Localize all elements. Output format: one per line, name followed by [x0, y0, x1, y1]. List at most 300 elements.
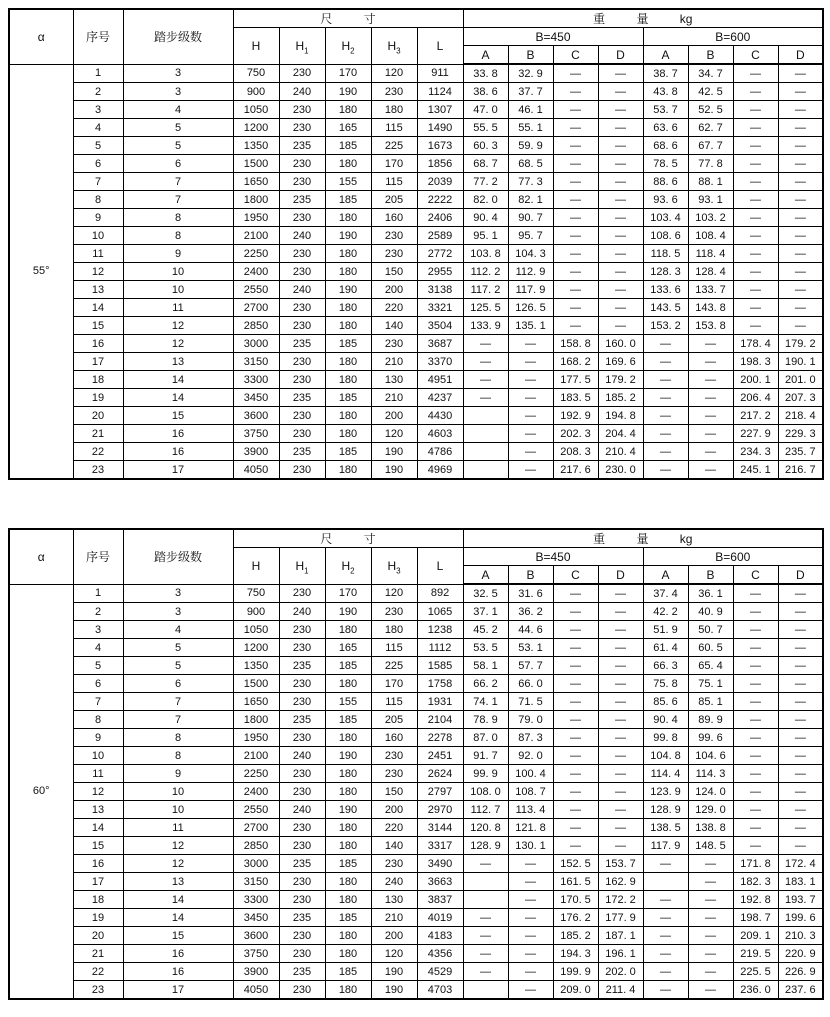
cell: 15 — [123, 927, 233, 945]
cell: — — [553, 729, 598, 747]
cell: 220. 9 — [778, 945, 823, 963]
cell: — — [778, 693, 823, 711]
cell: 185 — [325, 711, 371, 729]
cell: 199. 9 — [553, 963, 598, 981]
table-row — [9, 353, 823, 371]
cell: 3900 — [233, 443, 279, 461]
cell: — — [553, 603, 598, 621]
cell: 227. 9 — [733, 425, 778, 443]
cell: 180 — [325, 353, 371, 371]
cell: 230 — [371, 227, 417, 245]
cell: 22 — [73, 963, 123, 981]
cell: 75. 1 — [688, 675, 733, 693]
table-row — [9, 621, 823, 639]
cell: 180 — [325, 765, 371, 783]
cell: 129. 0 — [688, 801, 733, 819]
cell: 153. 2 — [643, 317, 688, 335]
cell: 1800 — [233, 191, 279, 209]
table-row — [9, 801, 823, 819]
cell: 4 — [73, 639, 123, 657]
cell: 190 — [325, 227, 371, 245]
header-b450-C: C — [553, 566, 598, 585]
cell: — — [733, 281, 778, 299]
cell: 130 — [371, 371, 417, 389]
cell: 133. 6 — [643, 281, 688, 299]
cell: 230 — [279, 425, 325, 443]
cell: 170 — [325, 584, 371, 603]
cell: 180 — [325, 425, 371, 443]
cell: 128. 3 — [643, 263, 688, 281]
header-b600-A: A — [643, 46, 688, 65]
cell: — — [733, 83, 778, 101]
table-row — [9, 891, 823, 909]
cell: 91. 7 — [463, 747, 508, 765]
cell: 10 — [123, 281, 233, 299]
cell — [463, 425, 508, 443]
cell: — — [733, 711, 778, 729]
cell: — — [778, 83, 823, 101]
cell: 52. 5 — [688, 101, 733, 119]
table-row — [9, 137, 823, 155]
cell: — — [733, 101, 778, 119]
cell: 192. 9 — [553, 407, 598, 425]
header-b450-A: A — [463, 566, 508, 585]
cell: 240 — [279, 83, 325, 101]
header-col-H1: $H_1$ — [279, 28, 325, 65]
header-col-H1: $H_1$ — [279, 548, 325, 585]
cell: 160 — [371, 209, 417, 227]
cell: 180 — [325, 317, 371, 335]
cell: — — [688, 389, 733, 407]
cell: 67. 7 — [688, 137, 733, 155]
cell: 31. 6 — [508, 584, 553, 603]
cell: 230 — [279, 819, 325, 837]
cell: 148. 5 — [688, 837, 733, 855]
cell: 225. 5 — [733, 963, 778, 981]
cell: 185. 2 — [553, 927, 598, 945]
cell: 230 — [371, 83, 417, 101]
cell: 190. 1 — [778, 353, 823, 371]
cell: — — [688, 855, 733, 873]
cell: 14 — [123, 891, 233, 909]
cell: 2700 — [233, 299, 279, 317]
cell: 133. 9 — [463, 317, 508, 335]
table-row — [9, 927, 823, 945]
cell: 160 — [371, 729, 417, 747]
cell: 143. 5 — [643, 299, 688, 317]
cell: — — [508, 389, 553, 407]
cell: 235 — [279, 335, 325, 353]
header-alpha: α — [9, 9, 73, 64]
cell: 1238 — [417, 621, 463, 639]
cell: 13 — [73, 281, 123, 299]
cell: — — [553, 801, 598, 819]
cell: — — [733, 64, 778, 83]
cell: 2797 — [417, 783, 463, 801]
cell: 230 — [279, 299, 325, 317]
cell: 14 — [73, 299, 123, 317]
cell: 235 — [279, 855, 325, 873]
cell: 6 — [123, 155, 233, 173]
cell: 240 — [279, 281, 325, 299]
cell: 77. 3 — [508, 173, 553, 191]
cell: 235 — [279, 443, 325, 461]
header-b600-D: D — [778, 566, 823, 585]
table-row — [9, 191, 823, 209]
cell: 5 — [123, 137, 233, 155]
cell: 66. 3 — [643, 657, 688, 675]
cell: — — [553, 245, 598, 263]
cell: 240 — [371, 873, 417, 891]
cell: 168. 2 — [553, 353, 598, 371]
cell: 17 — [123, 461, 233, 480]
cell: — — [598, 281, 643, 299]
cell: 87. 0 — [463, 729, 508, 747]
cell: — — [553, 83, 598, 101]
cell: 120 — [371, 425, 417, 443]
header-b600-B: B — [688, 46, 733, 65]
cell: 230 — [279, 119, 325, 137]
table-row — [9, 155, 823, 173]
cell: — — [733, 191, 778, 209]
cell — [463, 407, 508, 425]
cell: 230 — [279, 621, 325, 639]
table-row — [9, 837, 823, 855]
cell: 3 — [123, 64, 233, 83]
cell: 190 — [371, 981, 417, 1000]
cell: 112. 7 — [463, 801, 508, 819]
cell: 45. 2 — [463, 621, 508, 639]
cell: 14 — [123, 909, 233, 927]
alpha-value-55deg: 55° — [9, 64, 73, 479]
cell: — — [733, 245, 778, 263]
cell: 3504 — [417, 317, 463, 335]
cell: 23 — [73, 461, 123, 480]
cell: 17 — [73, 353, 123, 371]
cell: — — [553, 693, 598, 711]
cell: 180 — [325, 621, 371, 639]
table-row — [9, 119, 823, 137]
cell: — — [553, 263, 598, 281]
cell: 104. 8 — [643, 747, 688, 765]
cell: 7 — [73, 173, 123, 191]
cell: 1650 — [233, 173, 279, 191]
cell: — — [598, 711, 643, 729]
cell: 1200 — [233, 639, 279, 657]
cell: 20 — [73, 927, 123, 945]
cell: 3 — [73, 621, 123, 639]
header-b450-D: D — [598, 566, 643, 585]
cell: 108. 4 — [688, 227, 733, 245]
cell: 3 — [73, 101, 123, 119]
cell: — — [553, 191, 598, 209]
cell — [463, 461, 508, 480]
header-dimensions: 尺 寸 — [233, 529, 463, 548]
header-dimensions: 尺 寸 — [233, 9, 463, 28]
cell: 16 — [123, 963, 233, 981]
cell: — — [508, 353, 553, 371]
cell: 59. 9 — [508, 137, 553, 155]
cell: 1 — [73, 64, 123, 83]
cell: 99. 6 — [688, 729, 733, 747]
cell: 115 — [371, 119, 417, 137]
cell: 190 — [325, 281, 371, 299]
cell: 121. 8 — [508, 819, 553, 837]
cell: — — [688, 927, 733, 945]
cell: 155 — [325, 693, 371, 711]
cell: — — [643, 909, 688, 927]
cell: — — [508, 963, 553, 981]
cell: 43. 8 — [643, 83, 688, 101]
header-b450-A: A — [463, 46, 508, 65]
cell: 85. 1 — [688, 693, 733, 711]
header-row-groups — [9, 529, 823, 548]
cell: 7 — [73, 693, 123, 711]
cell: — — [733, 819, 778, 837]
cell: 124. 0 — [688, 783, 733, 801]
cell: — — [643, 371, 688, 389]
cell: 117. 9 — [643, 837, 688, 855]
cell: 178. 4 — [733, 335, 778, 353]
cell: 89. 9 — [688, 711, 733, 729]
cell: 108. 7 — [508, 783, 553, 801]
cell: 210 — [371, 389, 417, 407]
cell: — — [598, 657, 643, 675]
cell: 4050 — [233, 461, 279, 480]
cell: 88. 6 — [643, 173, 688, 191]
cell: — — [553, 639, 598, 657]
cell: 51. 9 — [643, 621, 688, 639]
cell: — — [553, 837, 598, 855]
cell: 66. 2 — [463, 675, 508, 693]
cell: 210 — [371, 353, 417, 371]
cell: — — [553, 819, 598, 837]
cell: 190 — [325, 603, 371, 621]
cell: 900 — [233, 83, 279, 101]
cell: — — [778, 281, 823, 299]
cell: — — [598, 299, 643, 317]
cell: 170. 5 — [553, 891, 598, 909]
cell: 10 — [123, 801, 233, 819]
cell: — — [778, 137, 823, 155]
cell: — — [733, 783, 778, 801]
cell: 16 — [123, 945, 233, 963]
cell: 230 — [279, 353, 325, 371]
cell: — — [598, 765, 643, 783]
cell: — — [733, 801, 778, 819]
cell: 4050 — [233, 981, 279, 1000]
cell: 120. 8 — [463, 819, 508, 837]
cell: — — [508, 891, 553, 909]
table-row — [9, 693, 823, 711]
cell: 4 — [123, 101, 233, 119]
cell: — — [508, 425, 553, 443]
cell: 230 — [279, 981, 325, 1000]
table-row — [9, 335, 823, 353]
cell: — — [733, 693, 778, 711]
cell: 3450 — [233, 389, 279, 407]
cell: 2550 — [233, 281, 279, 299]
cell: — — [553, 747, 598, 765]
cell: 53. 7 — [643, 101, 688, 119]
cell: 230 — [279, 209, 325, 227]
cell: 58. 1 — [463, 657, 508, 675]
cell: 171. 8 — [733, 855, 778, 873]
cell: — — [688, 353, 733, 371]
cell: — — [688, 981, 733, 1000]
table-row — [9, 711, 823, 729]
cell: — — [598, 584, 643, 603]
table-row — [9, 729, 823, 747]
cell: — — [553, 657, 598, 675]
cell: 32. 5 — [463, 584, 508, 603]
cell: 115 — [371, 693, 417, 711]
table-row — [9, 173, 823, 191]
cell: 34. 7 — [688, 64, 733, 83]
cell: 235. 7 — [778, 443, 823, 461]
cell: 150 — [371, 263, 417, 281]
cell: — — [553, 299, 598, 317]
cell: 194. 8 — [598, 407, 643, 425]
cell: 165 — [325, 639, 371, 657]
cell: — — [598, 729, 643, 747]
cell: 108. 0 — [463, 783, 508, 801]
cell: — — [778, 245, 823, 263]
cell: 235 — [279, 909, 325, 927]
cell: — — [643, 927, 688, 945]
cell: 1065 — [417, 603, 463, 621]
cell: — — [598, 119, 643, 137]
cell: 179. 2 — [598, 371, 643, 389]
cell: — — [508, 945, 553, 963]
cell: 128. 4 — [688, 263, 733, 281]
table-row — [9, 765, 823, 783]
cell: 4969 — [417, 461, 463, 480]
header-b600-A: A — [643, 566, 688, 585]
cell: — — [733, 584, 778, 603]
cell: 180 — [325, 263, 371, 281]
cell: — — [643, 963, 688, 981]
cell: 2 — [73, 83, 123, 101]
cell: 2 — [73, 603, 123, 621]
cell: 63. 6 — [643, 119, 688, 137]
cell: 32. 9 — [508, 64, 553, 83]
cell: — — [598, 263, 643, 281]
cell: 6 — [123, 675, 233, 693]
cell: 5 — [123, 639, 233, 657]
cell: — — [598, 245, 643, 263]
cell: — — [733, 657, 778, 675]
cell: 193. 7 — [778, 891, 823, 909]
header-group-b600: B=600 — [643, 28, 823, 46]
cell: 240 — [279, 801, 325, 819]
cell: 61. 4 — [643, 639, 688, 657]
cell: 1050 — [233, 101, 279, 119]
cell: 230 — [279, 317, 325, 335]
cell: 230 — [371, 747, 417, 765]
cell: — — [688, 425, 733, 443]
cell: 180 — [325, 407, 371, 425]
cell: 198. 3 — [733, 353, 778, 371]
cell: 3490 — [417, 855, 463, 873]
cell: 177. 9 — [598, 909, 643, 927]
cell: 8 — [123, 227, 233, 245]
cell: — — [733, 173, 778, 191]
cell: 114. 4 — [643, 765, 688, 783]
cell: 87. 3 — [508, 729, 553, 747]
cell: — — [553, 119, 598, 137]
cell: — — [553, 209, 598, 227]
cell: 169. 6 — [598, 353, 643, 371]
cell: 240 — [279, 603, 325, 621]
cell: 230 — [279, 891, 325, 909]
cell: 1800 — [233, 711, 279, 729]
cell: — — [553, 101, 598, 119]
cell: 47. 0 — [463, 101, 508, 119]
cell: — — [688, 335, 733, 353]
cell: 2850 — [233, 317, 279, 335]
cell: 230 — [371, 335, 417, 353]
cell: — — [778, 729, 823, 747]
cell: 177. 5 — [553, 371, 598, 389]
cell: 180 — [325, 371, 371, 389]
cell: 180 — [371, 621, 417, 639]
cell: — — [688, 909, 733, 927]
cell: 118. 5 — [643, 245, 688, 263]
cell: 18 — [73, 891, 123, 909]
cell: 170 — [371, 675, 417, 693]
cell: 180 — [325, 927, 371, 945]
cell: — — [463, 927, 508, 945]
cell: 240 — [279, 747, 325, 765]
cell: — — [508, 909, 553, 927]
header-group-b450: B=450 — [463, 28, 643, 46]
cell: — — [643, 891, 688, 909]
cell: 230 — [279, 927, 325, 945]
cell: 115 — [371, 173, 417, 191]
stair-spec-table-55deg — [8, 8, 824, 480]
cell: — — [508, 443, 553, 461]
cell: 10 — [123, 263, 233, 281]
cell: 10 — [73, 747, 123, 765]
header-b600-C: C — [733, 566, 778, 585]
cell: — — [598, 317, 643, 335]
cell: 198. 7 — [733, 909, 778, 927]
cell: 117. 9 — [508, 281, 553, 299]
cell: 155 — [325, 173, 371, 191]
cell: 18 — [73, 371, 123, 389]
cell: 210. 4 — [598, 443, 643, 461]
cell: 126. 5 — [508, 299, 553, 317]
cell: 185 — [325, 443, 371, 461]
cell: — — [463, 353, 508, 371]
cell: 170 — [325, 64, 371, 83]
cell: 78. 9 — [463, 711, 508, 729]
cell: 7 — [123, 173, 233, 191]
cell: 66. 0 — [508, 675, 553, 693]
cell: 1124 — [417, 83, 463, 101]
cell: 1856 — [417, 155, 463, 173]
cell: 10 — [123, 783, 233, 801]
cell: 200. 1 — [733, 371, 778, 389]
cell: 2039 — [417, 173, 463, 191]
header-b450-D: D — [598, 46, 643, 65]
cell: — — [598, 173, 643, 191]
cell: 892 — [417, 584, 463, 603]
cell: 112. 2 — [463, 263, 508, 281]
cell: 93. 1 — [688, 191, 733, 209]
cell: 180 — [325, 101, 371, 119]
